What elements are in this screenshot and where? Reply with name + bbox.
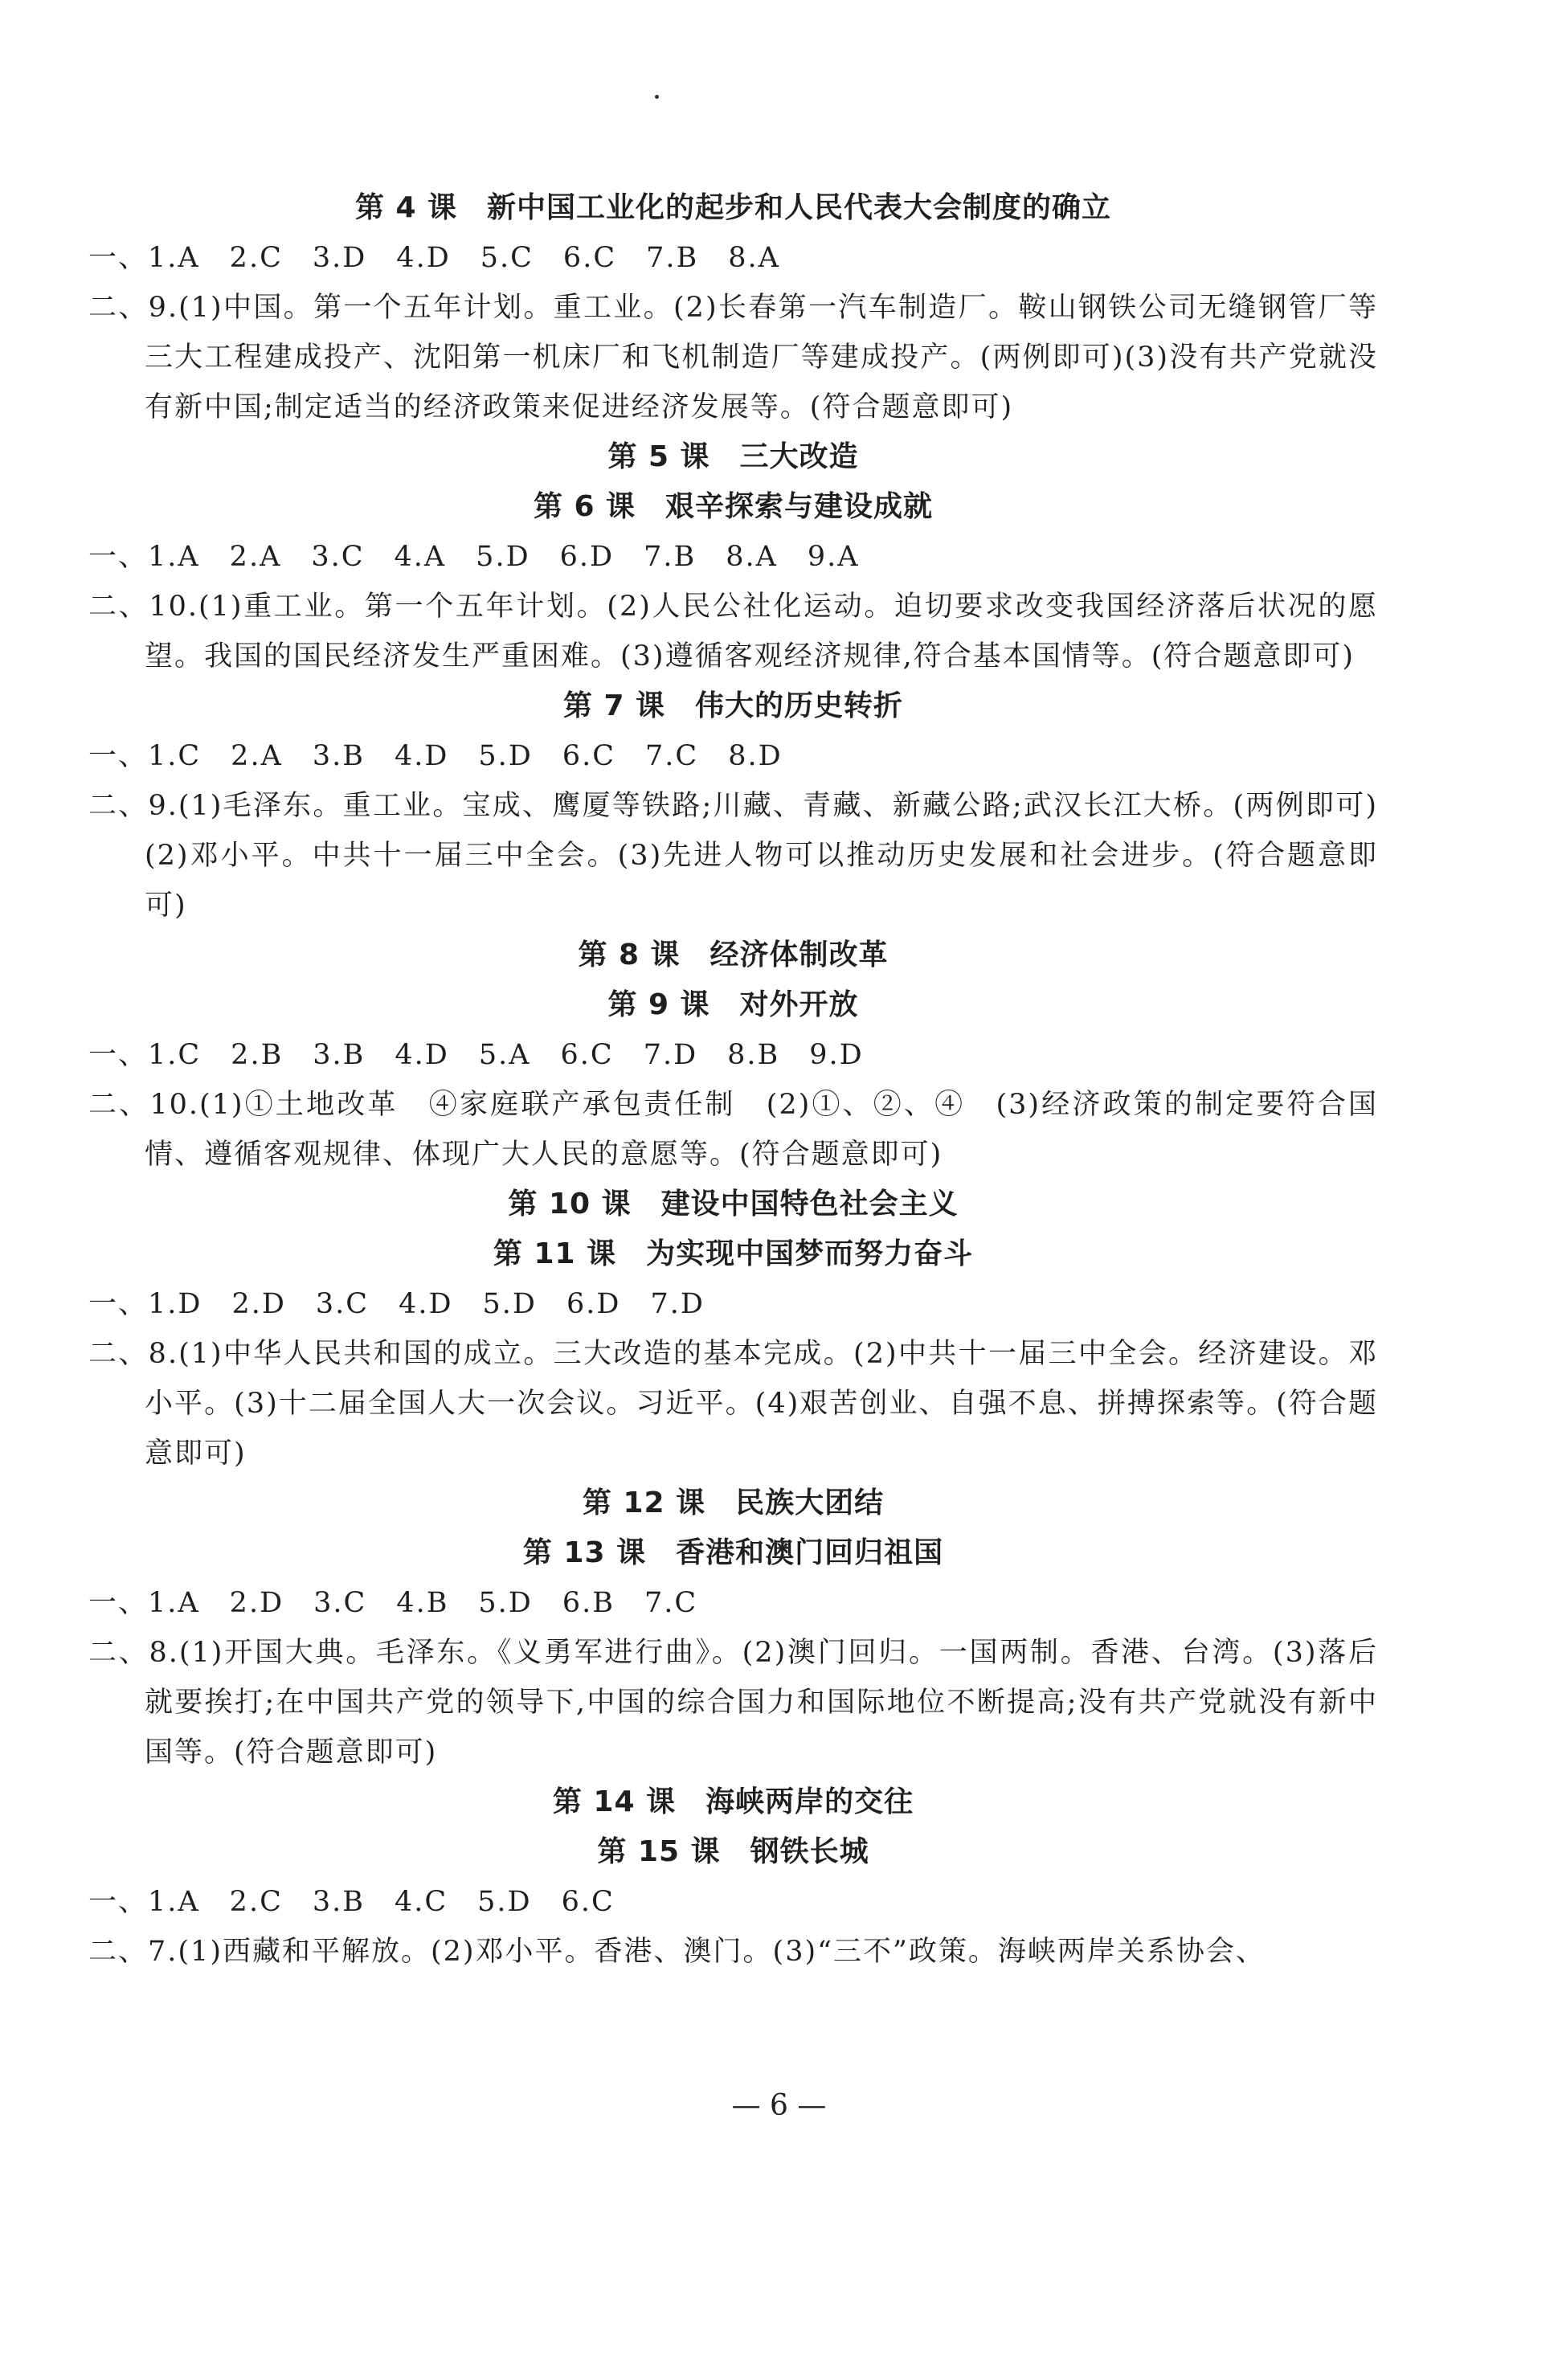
short-answer: 二、9.(1)毛泽东。重工业。宝成、鹰厦等铁路;川藏、青藏、新藏公路;武汉长江大桥。(两例即可)(2)邓小平。中共十一届三中全会。(3)先进人物可以推动历史发展和社会进步。(符合题意即可) [88,790,1378,922]
choice-answers: 一、1.A 2.C 3.D 4.D 5.C 6.C 7.B 8.A [88,242,780,274]
choice-answers: 一、1.A 2.C 3.B 4.C 5.D 6.C [88,1886,615,1918]
lesson-title-14: 第 14 课 海峡两岸的交往 [552,1785,914,1818]
choice-answers: 一、1.A 2.A 3.C 4.A 5.D 6.D 7.B 8.A 9.A [88,541,860,573]
short-answer: 二、8.(1)开国大典。毛泽东。《义勇军进行曲》。(2)澳门回归。一国两制。香港、台湾。(3)落后就要挨打;在中国共产党的领导下,中国的综合国力和国际地位不断提高;没有共产党就没有新中国等。(符合题意即可) [88,1637,1378,1769]
page-number: — 6 — [731,2089,827,2122]
answer-content [88,183,1378,1977]
scan-speck [655,95,659,99]
lesson-title-4: 第 4 课 新中国工业化的起步和人民代表大会制度的确立 [354,191,1112,224]
lesson-title-7: 第 7 课 伟大的历史转折 [562,689,904,722]
choice-answers: 一、1.A 2.D 3.C 4.B 5.D 6.B 7.C [88,1587,698,1619]
lesson-title-15: 第 15 课 钢铁长城 [597,1835,869,1868]
lesson-title-10: 第 10 课 建设中国特色社会主义 [508,1188,959,1221]
short-answer: 二、9.(1)中国。第一个五年计划。重工业。(2)长春第一汽车制造厂。鞍山钢铁公司无缝钢管厂等三大工程建成投产、沈阳第一机床厂和飞机制造厂等建成投产。(两例即可)(3)没有共产党就没有新中国;制定适当的经济政策来促进经济发展等。(符合题意即可) [88,292,1378,423]
lesson-title-11: 第 11 课 为实现中国梦而努力奋斗 [493,1237,974,1270]
short-answer: 二、7.(1)西藏和平解放。(2)邓小平。香港、澳门。(3)“三不”政策。海峡两岸关系协会、 [88,1936,1266,1968]
short-answer: 二、10.(1)重工业。第一个五年计划。(2)人民公社化运动。迫切要求改变我国经济落后状况的愿望。我国的国民经济发生严重困难。(3)遵循客观经济规律,符合基本国情等。(符合题意即可) [88,591,1378,673]
lesson-title-9: 第 9 课 对外开放 [607,988,859,1021]
lesson-title-12: 第 12 课 民族大团结 [582,1486,885,1519]
choice-answers: 一、1.D 2.D 3.C 4.D 5.D 6.D 7.D [88,1288,705,1320]
short-answer: 二、8.(1)中华人民共和国的成立。三大改造的基本完成。(2)中共十一届三中全会。经济建设。邓小平。(3)十二届全国人大一次会议。习近平。(4)艰苦创业、自强不息、拼搏探索等。(符合题意即可) [88,1338,1378,1470]
lesson-title-8: 第 8 课 经济体制改革 [578,939,889,971]
lesson-title-13: 第 13 课 香港和澳门回归祖国 [522,1536,944,1569]
lesson-title-6: 第 6 课 艰辛探索与建设成就 [533,490,934,523]
short-answer: 二、10.(1)①土地改革 ④家庭联产承包责任制 (2)①、②、④ (3)经济政策的制定要符合国情、遵循客观规律、体现广大人民的意愿等。(符合题意即可) [88,1089,1378,1171]
choice-answers: 一、1.C 2.B 3.B 4.D 5.A 6.C 7.D 8.B 9.D [88,1039,864,1071]
choice-answers: 一、1.C 2.A 3.B 4.D 5.D 6.C 7.C 8.D [88,740,783,772]
lesson-title-5: 第 5 课 三大改造 [607,440,859,473]
